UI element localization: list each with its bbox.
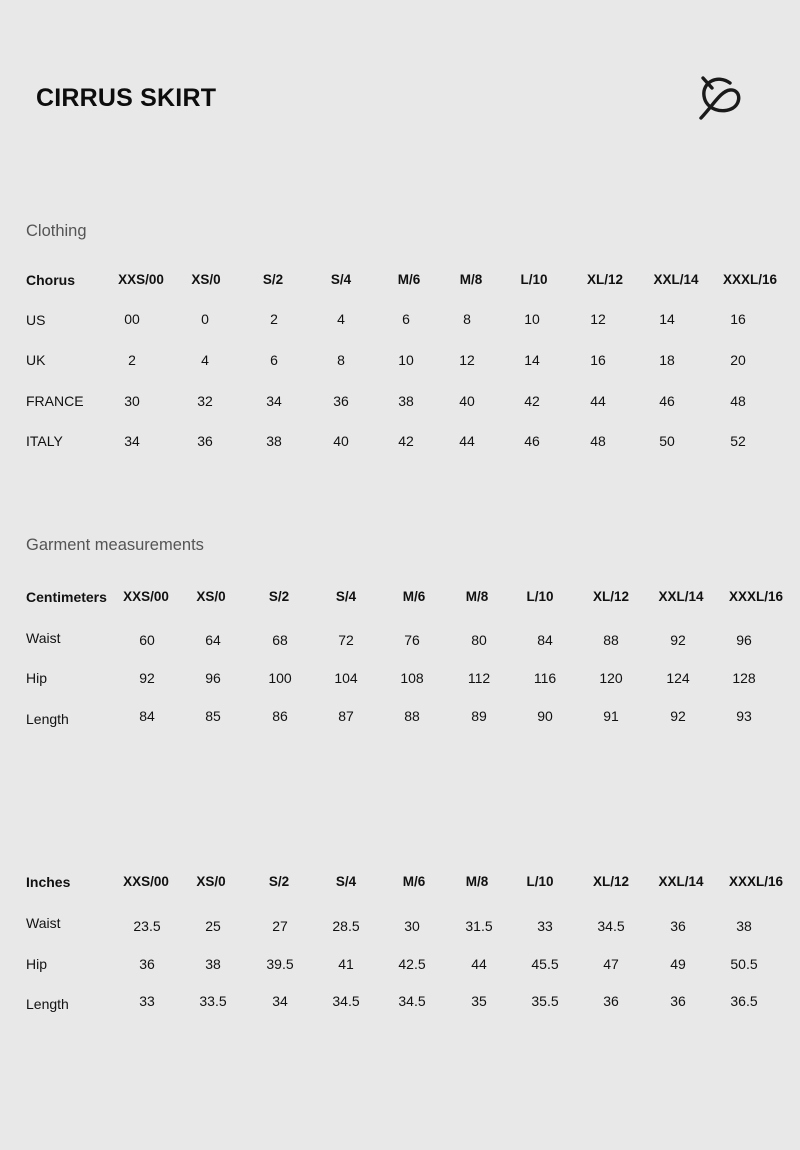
table-cell: 46: [524, 433, 540, 449]
table-cell: 20: [730, 352, 746, 368]
table-cell: 92: [670, 632, 686, 648]
size-column-header: XXS/00: [118, 272, 164, 287]
table-header-row: [0, 270, 800, 290]
size-column-header: XL/12: [592, 589, 630, 604]
size-column-header: S/2: [268, 589, 290, 604]
table-cell: 00: [124, 311, 140, 327]
size-column-header: XXS/00: [123, 874, 169, 889]
row-label: Waist: [26, 915, 61, 931]
size-column-header: XXL/14: [653, 272, 699, 287]
table-cell: 128: [732, 670, 756, 686]
size-column-header: L/10: [526, 589, 554, 604]
table-header-label: Inches: [26, 874, 71, 890]
table-row: [0, 668, 800, 688]
size-column-header: XS/0: [191, 272, 221, 287]
table-cell: 14: [524, 352, 540, 368]
size-column-header: M/6: [402, 589, 426, 604]
table-cell: 36: [670, 918, 686, 934]
table-cell: 87: [338, 708, 354, 724]
table-row: [0, 954, 800, 974]
table-cell: 42.5: [398, 956, 426, 972]
row-label: Length: [26, 711, 69, 727]
table-cell: 49: [670, 956, 686, 972]
table-cell: 10: [398, 352, 414, 368]
table-cell: 44: [471, 956, 487, 972]
page-title: CIRRUS SKIRT: [36, 84, 217, 112]
size-column-header: S/4: [330, 272, 352, 287]
size-column-header: M/6: [402, 874, 426, 889]
section-title-garment: Garment measurements: [26, 536, 204, 554]
row-label: Length: [26, 996, 69, 1012]
table-cell: 96: [736, 632, 752, 648]
table-cell: 80: [471, 632, 487, 648]
row-label: Waist: [26, 630, 61, 646]
table-cell: 90: [537, 708, 553, 724]
table-cell: 2: [128, 352, 136, 368]
table-cell: 100: [268, 670, 292, 686]
row-label: UK: [26, 352, 46, 368]
table-cell: 120: [599, 670, 623, 686]
size-column-header: XL/12: [586, 272, 624, 287]
table-cell: 124: [666, 670, 690, 686]
table-row: [0, 913, 800, 933]
table-cell: 45.5: [531, 956, 559, 972]
size-column-header: S/4: [335, 589, 357, 604]
table-cell: 44: [590, 393, 606, 409]
table-cell: 38: [398, 393, 414, 409]
brand-logo-icon: [697, 74, 745, 122]
table-cell: 92: [139, 670, 155, 686]
size-column-header: XXXL/16: [722, 272, 778, 287]
table-cell: 27: [272, 918, 288, 934]
size-column-header: XXXL/16: [728, 589, 784, 604]
table-cell: 34: [266, 393, 282, 409]
size-column-header: XXL/14: [658, 874, 704, 889]
table-cell: 46: [659, 393, 675, 409]
table-cell: 91: [603, 708, 619, 724]
size-column-header: M/8: [459, 272, 483, 287]
row-label: US: [26, 312, 46, 328]
row-label: Hip: [26, 670, 48, 686]
table-cell: 34: [124, 433, 140, 449]
table-cell: 8: [337, 352, 345, 368]
table-header-row: [0, 587, 800, 607]
table-cell: 60: [139, 632, 155, 648]
size-column-header: S/2: [262, 272, 284, 287]
table-row: [0, 994, 800, 1014]
table-cell: 35.5: [531, 993, 559, 1009]
table-cell: 4: [201, 352, 209, 368]
size-column-header: S/4: [335, 874, 357, 889]
table-cell: 104: [334, 670, 358, 686]
table-cell: 32: [197, 393, 213, 409]
table-cell: 33.5: [199, 993, 227, 1009]
table-cell: 36: [670, 993, 686, 1009]
table-row: [0, 310, 800, 330]
table-cell: 50.5: [730, 956, 758, 972]
table-cell: 85: [205, 708, 221, 724]
size-column-header: L/10: [520, 272, 548, 287]
table-cell: 44: [459, 433, 475, 449]
table-cell: 50: [659, 433, 675, 449]
table-cell: 0: [201, 311, 209, 327]
table-cell: 88: [404, 708, 420, 724]
row-label: ITALY: [26, 433, 63, 449]
table-cell: 86: [272, 708, 288, 724]
table-cell: 31.5: [465, 918, 493, 934]
table-cell: 84: [139, 708, 155, 724]
table-cell: 112: [467, 670, 491, 686]
table-cell: 6: [270, 352, 278, 368]
table-cell: 40: [459, 393, 475, 409]
table-cell: 34.5: [597, 918, 625, 934]
table-cell: 41: [338, 956, 354, 972]
table-header-label: Centimeters: [26, 589, 107, 605]
table-cell: 34.5: [332, 993, 360, 1009]
table-cell: 108: [400, 670, 424, 686]
table-cell: 8: [463, 311, 471, 327]
table-cell: 40: [333, 433, 349, 449]
table-cell: 33: [139, 993, 155, 1009]
table-cell: 39.5: [266, 956, 294, 972]
size-column-header: M/6: [397, 272, 421, 287]
size-column-header: XS/0: [196, 874, 226, 889]
table-cell: 33: [537, 918, 553, 934]
table-cell: 6: [402, 311, 410, 327]
table-cell: 42: [524, 393, 540, 409]
size-column-header: M/8: [465, 874, 489, 889]
size-column-header: XXS/00: [123, 589, 169, 604]
table-row: [0, 350, 800, 370]
table-cell: 16: [590, 352, 606, 368]
table-cell: 25: [205, 918, 221, 934]
table-row: [0, 628, 800, 648]
size-column-header: XS/0: [196, 589, 226, 604]
table-cell: 42: [398, 433, 414, 449]
row-label: Hip: [26, 956, 48, 972]
table-cell: 47: [603, 956, 619, 972]
table-cell: 30: [404, 918, 420, 934]
table-cell: 2: [270, 311, 278, 327]
table-row: [0, 709, 800, 729]
table-cell: 34: [272, 993, 288, 1009]
table-cell: 28.5: [332, 918, 360, 934]
table-cell: 38: [736, 918, 752, 934]
table-cell: 48: [590, 433, 606, 449]
row-label: FRANCE: [26, 393, 84, 409]
table-cell: 84: [537, 632, 553, 648]
table-cell: 36: [197, 433, 213, 449]
table-cell: 64: [205, 632, 221, 648]
table-cell: 36: [603, 993, 619, 1009]
table-cell: 14: [659, 311, 675, 327]
table-cell: 88: [603, 632, 619, 648]
table-cell: 4: [337, 311, 345, 327]
table-cell: 23.5: [133, 918, 161, 934]
table-row: [0, 391, 800, 411]
table-cell: 36: [333, 393, 349, 409]
table-cell: 116: [533, 670, 557, 686]
table-cell: 93: [736, 708, 752, 724]
table-cell: 36.5: [730, 993, 758, 1009]
table-cell: 30: [124, 393, 140, 409]
table-cell: 48: [730, 393, 746, 409]
table-cell: 10: [524, 311, 540, 327]
table-cell: 92: [670, 708, 686, 724]
size-column-header: XXL/14: [658, 589, 704, 604]
table-cell: 12: [459, 352, 475, 368]
size-column-header: L/10: [526, 874, 554, 889]
table-header-row: [0, 872, 800, 892]
table-cell: 89: [471, 708, 487, 724]
table-cell: 35: [471, 993, 487, 1009]
table-cell: 38: [205, 956, 221, 972]
table-cell: 38: [266, 433, 282, 449]
size-column-header: M/8: [465, 589, 489, 604]
table-cell: 68: [272, 632, 288, 648]
section-title-clothing: Clothing: [26, 222, 87, 240]
size-column-header: XXXL/16: [728, 874, 784, 889]
table-cell: 16: [730, 311, 746, 327]
table-cell: 18: [659, 352, 675, 368]
table-cell: 12: [590, 311, 606, 327]
table-cell: 34.5: [398, 993, 426, 1009]
table-row: [0, 431, 800, 451]
table-cell: 36: [139, 956, 155, 972]
table-cell: 52: [730, 433, 746, 449]
table-cell: 72: [338, 632, 354, 648]
table-header-label: Chorus: [26, 272, 75, 288]
table-cell: 96: [205, 670, 221, 686]
table-cell: 76: [404, 632, 420, 648]
size-column-header: S/2: [268, 874, 290, 889]
size-column-header: XL/12: [592, 874, 630, 889]
